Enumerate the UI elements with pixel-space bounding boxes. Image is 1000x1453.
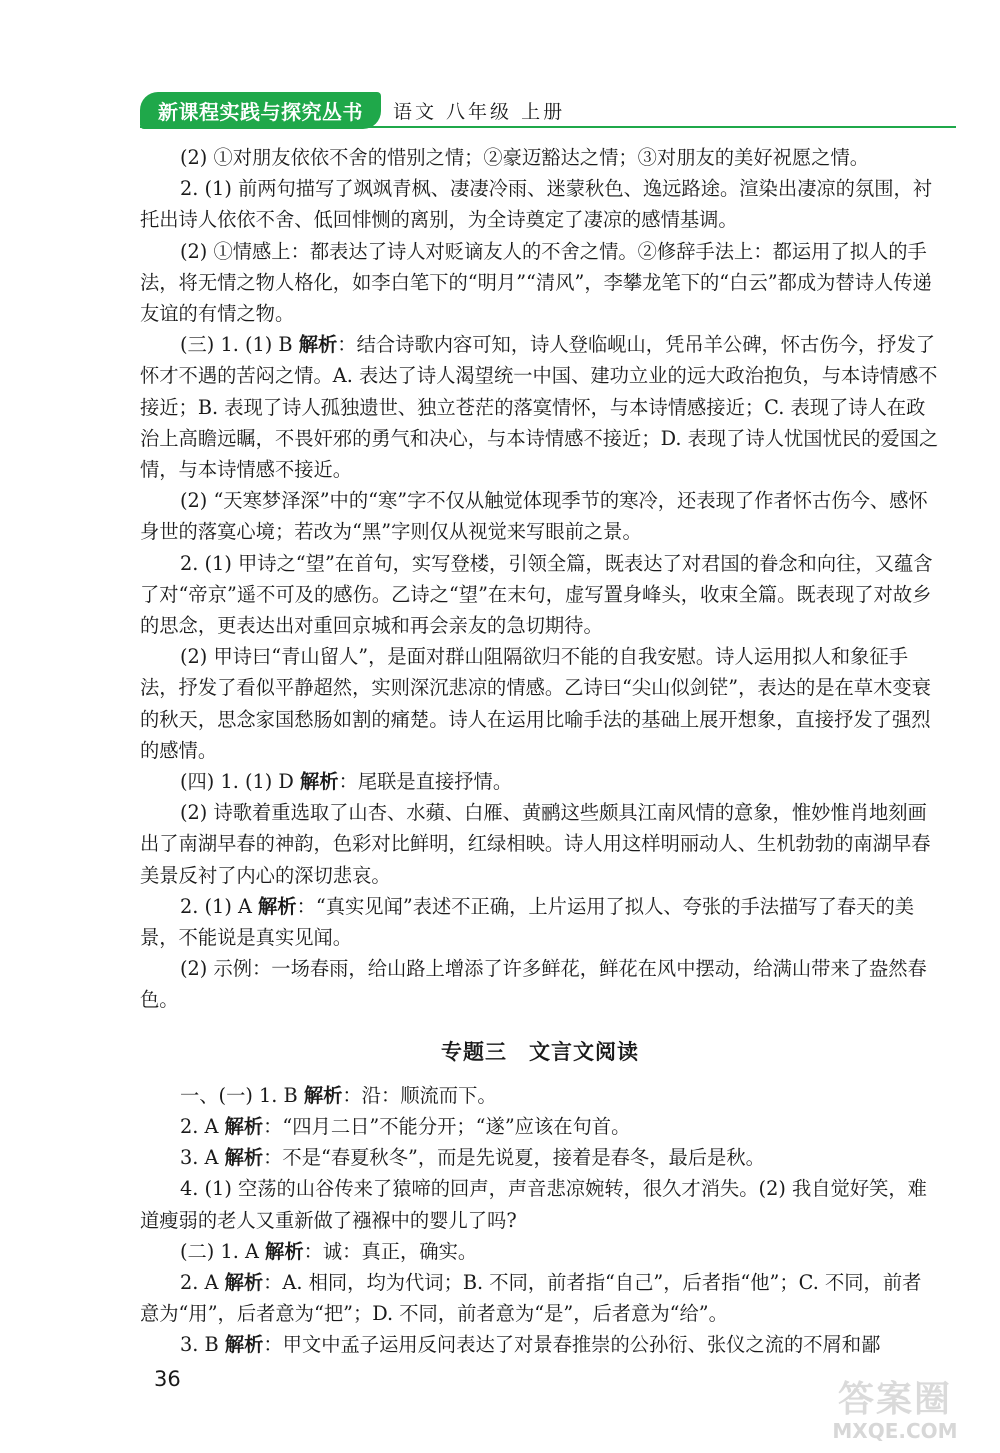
analysis-text: ：甲文中孟子运用反问表达了对景春推崇的公孙衍、张仪之流的不屑和鄙 [263, 1333, 881, 1357]
answer-paragraph [140, 1142, 940, 1173]
answer-paragraph [140, 1267, 940, 1329]
answer-paragraph [140, 1111, 940, 1142]
answer-key: 一、(一) 1. B [180, 1083, 304, 1107]
watermark [810, 1380, 980, 1446]
analysis-text: ：沿：顺流而下。 [342, 1083, 497, 1107]
answer-key: (二) 1. A [180, 1239, 266, 1263]
answer-key: (三) 1. (1) B [180, 333, 299, 357]
answer-paragraph: (2) 诗歌着重选取了山杏、水蘋、白雁、黄鹂这些颇具江南风情的意象，惟妙惟肖地刻画出了南湖早春的神韵，色彩对比鲜明，红绿相映。诗人用这样明丽动人、生机勃勃的南湖早春美景反衬了内心的深切悲哀。 [140, 801, 931, 887]
series-badge: 新课程实践与探究丛书 [140, 92, 381, 129]
answer-paragraph: (2) 示例：一场春雨，给山路上增添了许多鲜花，鲜花在风中摆动，给满山带来了盎然春色。 [140, 957, 927, 1012]
analysis-text: ：诚：真正，确实。 [303, 1239, 478, 1263]
watermark-domain: MXQE.COM [832, 1419, 958, 1443]
answer-key: 2. A [180, 1114, 225, 1138]
header-divider [140, 126, 956, 128]
page-header [140, 92, 565, 129]
answer-paragraph [140, 1236, 940, 1267]
answer-paragraph: (2) ①情感上：都表达了诗人对贬谪友人的不舍之情。②修辞手法上：都运用了拟人的手法，将无情之物人格化，如李白笔下的“明月”“清风”，李攀龙笔下的“白云”都成为替诗人传递友谊的有情之物。 [140, 239, 932, 326]
answer-paragraph [140, 1329, 940, 1360]
analysis-label: 解析 [224, 1270, 264, 1294]
answer-paragraph: 4. (1) 空荡的山谷传来了猿啼的回声，声音悲凉婉转，很久才消失。(2) 我自觉好笑，难道瘦弱的老人又重新做了襁褓中的婴儿了吗? [140, 1177, 927, 1232]
watermark-logo: 答案圈 [837, 1379, 952, 1420]
analysis-text: ：结合诗歌内容可知，诗人登临岘山，凭吊羊公碑，怀古伤今，抒发了怀才不遇的苦闷之情。A. 表达了诗人渴望统一中国、建功立业的远大政治抱负，与本诗情感不接近；B. 表现了诗人孤独遗世、独立苍茫的落寞情怀，与本诗情感接近；C. 表现了诗人在政治上高瞻远瞩，不畏奸邪的勇气和决心，与本诗情感不接近；D. 表现了诗人忧国忧民的爱国之情，与本诗情感不接近。 [140, 333, 939, 482]
answer-key: 2. A [180, 1270, 225, 1294]
analysis-text: ：尾联是直接抒情。 [338, 770, 513, 794]
analysis-text: ：“真实见闻”表述不正确，上片运用了拟人、夸张的手法描写了春天的美景，不能说是真实见闻。 [140, 894, 915, 950]
analysis-label: 解析 [224, 1114, 264, 1138]
analysis-text: ：“四月二日”不能分开；“遂”应该在句首。 [263, 1114, 631, 1138]
analysis-label: 解析 [298, 333, 338, 357]
analysis-text: ：不是“春夏秋冬”，而是先说夏，接着是春冬，最后是秋。 [263, 1146, 765, 1170]
analysis-label: 解析 [224, 1146, 264, 1170]
answer-paragraph: (2) 甲诗曰“青山留人”，是面对群山阻隔欲归不能的自我安慰。诗人运用拟人和象征手法，抒发了看似平静超然，实则深沉悲凉的情感。乙诗曰“尖山似剑铓”，表达的是在草木变衰的秋天，思念家国愁肠如割的痛楚。诗人在运用比喻手法的基础上展开想象，直接抒发了强烈的感情。 [140, 645, 931, 762]
analysis-label: 解析 [258, 894, 297, 918]
answer-paragraph: (2) “天寒梦泽深”中的“寒”字不仅从触觉体现季节的寒冷，还表现了作者怀古伤今、感怀身世的落寞心境；若改为“黑”字则仅从视觉来写眼前之景。 [140, 489, 928, 544]
analysis-label: 解析 [303, 1083, 343, 1107]
answer-paragraph: 2. (1) 甲诗之“望”在首句，实写登楼，引领全篇，既表达了对君国的眷念和向往，又蕴含了对“帝京”遥不可及的感伤。乙诗之“望”在末句，虚写置身峰头，收束全篇。既表现了对故乡的思念，更表达出对重回京城和再会亲友的急切期待。 [140, 551, 933, 638]
analysis-label: 解析 [224, 1333, 264, 1357]
analysis-label: 解析 [265, 1239, 304, 1263]
answer-key: 3. B [180, 1333, 225, 1357]
answer-paragraph [140, 891, 940, 953]
answer-paragraph: (2) ①对朋友依依不舍的惜别之情；②豪迈豁达之情；③对朋友的美好祝愿之情。 [180, 146, 869, 169]
page-number: 36 [154, 1367, 181, 1391]
answer-content [140, 142, 940, 1361]
answer-paragraph: 2. (1) 前两句描写了飒飒青枫、凄凄冷雨、迷蒙秋色、逸远路途。渲染出凄凉的氛围，衬托出诗人依依不舍、低回悱恻的离别，为全诗奠定了凄凉的感情基调。 [140, 177, 933, 232]
section-title: 专题三 文言文阅读 [441, 1039, 639, 1064]
answer-paragraph [140, 766, 940, 797]
subject-label: 语文 八年级 上册 [393, 101, 566, 123]
analysis-label: 解析 [300, 770, 339, 794]
answer-paragraph [140, 329, 940, 485]
answer-key: 3. A [180, 1146, 225, 1170]
answer-key: (四) 1. (1) D [180, 770, 301, 794]
answer-key: 2. (1) A [180, 894, 259, 918]
answer-paragraph [140, 1080, 940, 1111]
analysis-text: ：A. 相同，均为代词；B. 不同，前者指“自己”，后者指“他”；C. 不同，前者意为“用”，后者意为“把”；D. 不同，前者意为“是”，后者意为“给”。 [140, 1270, 922, 1326]
